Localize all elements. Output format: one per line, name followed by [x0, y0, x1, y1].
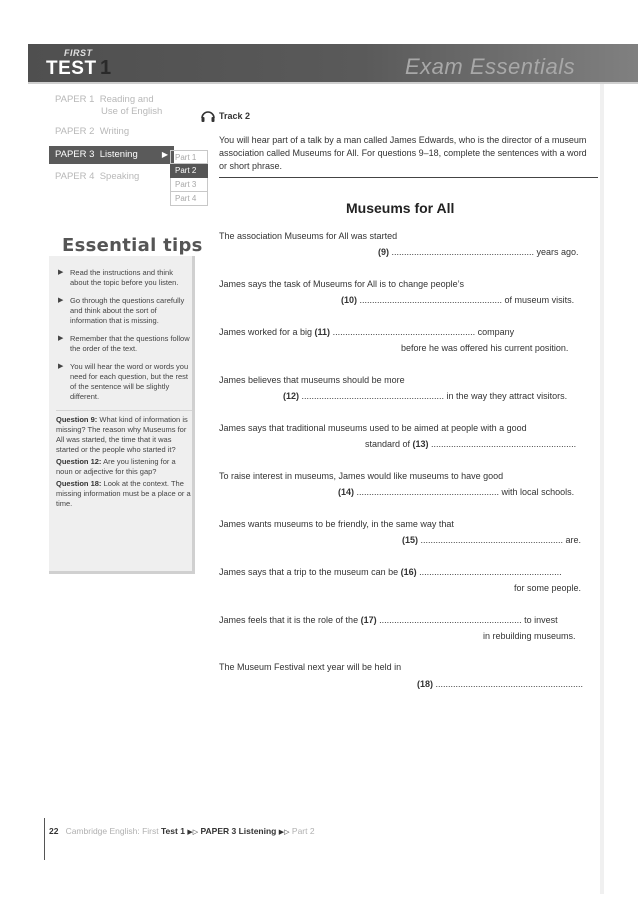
footer-bar [44, 818, 45, 860]
paper-number: PAPER 4 [55, 171, 95, 182]
question-11-gap[interactable] [219, 326, 514, 338]
paper-nav [49, 94, 174, 191]
question-start: James feels that it is the role of the [219, 615, 361, 625]
arrow-right-icon: ▶▷ [187, 829, 199, 836]
question-16-text: for some people. [514, 583, 582, 593]
series-title: Exam Essentials [405, 54, 576, 79]
question-end: in the way they attract visitors. [446, 391, 568, 401]
track-label: Track 2 [219, 111, 251, 121]
question-tip-text: Look at the context. The missing information must be a place or a time. [56, 479, 191, 508]
question-number: (14) [338, 487, 355, 497]
question-17-gap[interactable] [219, 614, 558, 626]
answer-blank: ......................................................... [428, 439, 574, 449]
nav-paper-4[interactable] [49, 171, 174, 183]
paper-number: PAPER 3 [55, 149, 95, 160]
question-number: (16) [400, 567, 417, 577]
question-tip-label: Question 18: [56, 479, 102, 488]
question-tip [56, 479, 192, 509]
answer-blank: ......................................................... [357, 295, 505, 305]
question-10-gap[interactable] [341, 294, 574, 306]
question-tip-label: Question 12: [56, 457, 102, 466]
divider [56, 410, 192, 411]
paper-number: PAPER 2 [55, 126, 95, 137]
question-number: (13) [412, 439, 429, 449]
question-tip [56, 457, 192, 477]
bullet-arrow-icon: ▶ [58, 297, 64, 304]
page-title: Museums for All [346, 200, 455, 216]
arrow-right-icon: ▶▷ [278, 829, 290, 836]
question-end: of museum visits. [504, 295, 575, 305]
nav-paper-2[interactable] [49, 126, 174, 138]
question-9-text: The association Museums for All was started [219, 231, 398, 241]
nav-part-3[interactable]: Part 3 [170, 178, 208, 192]
tip-item [56, 362, 192, 402]
question-number: (12) [283, 391, 300, 401]
nav-part-4[interactable]: Part 4 [170, 192, 208, 206]
tip-item [56, 268, 192, 288]
answer-blank: ......................................................... [418, 535, 566, 545]
question-18-text: The Museum Festival next year will be held in [219, 662, 402, 672]
paper-name: Speaking [99, 171, 140, 182]
question-12-text: James believes that museums should be more [219, 375, 405, 385]
question-15-text: James wants museums to be friendly, in the same way that [219, 519, 454, 529]
test-number: 1 [100, 57, 112, 79]
footer [49, 826, 315, 836]
instructions: You will hear part of a talk by a man called James Edwards, who is the director of a museum association called Museums for All. For questions 9–18, complete the sentences with a word or short phrase. [219, 135, 587, 171]
paper-name: Reading and [99, 94, 154, 105]
question-start: James worked for a big [219, 327, 315, 337]
question-end: years ago. [536, 247, 579, 257]
tips-heading: Essential tips [62, 235, 203, 256]
question-tip-text: What kind of information is missing? The reason why Museums for All was started, the time that it was started or the people who started it? [56, 415, 188, 454]
footer-section: Listening [238, 826, 277, 836]
question-number: (18) [417, 679, 434, 689]
nav-paper-1[interactable] [49, 94, 174, 118]
question-end: with local schools. [501, 487, 575, 497]
book-title: Cambridge English: First [65, 826, 159, 836]
divider [219, 177, 598, 178]
nav-part-2[interactable]: Part 2 [170, 164, 208, 178]
page-edge [600, 84, 604, 894]
answer-blank: .......................................................... [433, 679, 581, 689]
question-start: James says that a trip to the museum can be [219, 567, 401, 577]
bullet-arrow-icon: ▶ [58, 363, 64, 370]
answer-blank: ......................................................... [354, 487, 502, 497]
question-13-gap[interactable] [365, 438, 576, 450]
question-number: (11) [314, 327, 331, 337]
tip-text: Remember that the questions follow the order of the text. [70, 334, 190, 353]
paper-name-line2: Use of English [101, 106, 163, 117]
question-12-gap[interactable] [283, 390, 567, 402]
tip-text: You will hear the word or words you need for each question, but the rest of the sentence will be slightly different. [70, 362, 189, 401]
question-number: (10) [341, 295, 358, 305]
paper-number: PAPER 1 [55, 94, 95, 105]
parts-nav [170, 150, 208, 206]
question-number: (9) [378, 247, 389, 257]
question-end: . [580, 679, 584, 689]
arrow-right-icon: ▶ [161, 150, 168, 159]
question-11-text: before he was offered his current position. [401, 343, 569, 353]
tip-text: Read the instructions and think about the topic before you listen. [70, 268, 179, 287]
headphones-icon [200, 108, 216, 124]
question-17-text: in rebuilding museums. [483, 631, 576, 641]
answer-blank: ......................................................... [299, 391, 447, 401]
bullet-arrow-icon: ▶ [58, 269, 64, 276]
first-label: FIRST [64, 48, 93, 58]
header-rule [28, 82, 638, 84]
question-13-text: James says that traditional museums used to be aimed at people with a good [219, 423, 527, 433]
question-number: (17) [360, 615, 377, 625]
question-9-gap[interactable] [378, 246, 579, 258]
question-10-text: James says the task of Museums for All is to change people’s [219, 279, 464, 289]
question-18-gap[interactable] [417, 678, 583, 690]
tip-text: Go through the questions carefully and think about the sort of information that is missing. [70, 296, 185, 325]
tip-item [56, 296, 192, 326]
tip-item [56, 334, 192, 354]
nav-paper-3[interactable] [49, 146, 174, 164]
footer-paper: PAPER 3 [200, 826, 237, 836]
question-14-text: To raise interest in museums, James would like museums to have good [219, 471, 504, 481]
question-number: (15) [402, 535, 419, 545]
footer-test: Test 1 [161, 826, 185, 836]
question-end: are. [565, 535, 582, 545]
question-tip-text: Are you listening for a noun or adjective for this gap? [56, 457, 176, 476]
paper-name: Writing [99, 126, 130, 137]
answer-blank: ......................................................... [416, 567, 562, 577]
question-end: company [477, 327, 515, 337]
footer-part: Part 2 [291, 826, 315, 836]
answer-blank: ......................................................... [389, 247, 537, 257]
question-end: . [573, 439, 577, 449]
question-15-gap[interactable] [402, 534, 581, 546]
answer-blank: ......................................................... [376, 615, 525, 625]
question-end: to invest [524, 615, 558, 625]
page-number: 22 [49, 826, 59, 836]
bullet-arrow-icon: ▶ [58, 335, 64, 342]
paper-name: Listening [99, 149, 138, 160]
question-14-gap[interactable] [338, 486, 574, 498]
nav-part-1[interactable]: Part 1 [170, 150, 208, 164]
answer-blank: ......................................................... [330, 327, 478, 337]
test-label: TEST [46, 58, 97, 79]
question-start: standard of [365, 439, 413, 449]
question-16-gap[interactable] [219, 566, 562, 578]
tips-list [56, 268, 192, 511]
question-tip-label: Question 9: [56, 415, 98, 424]
question-tip [56, 415, 192, 455]
